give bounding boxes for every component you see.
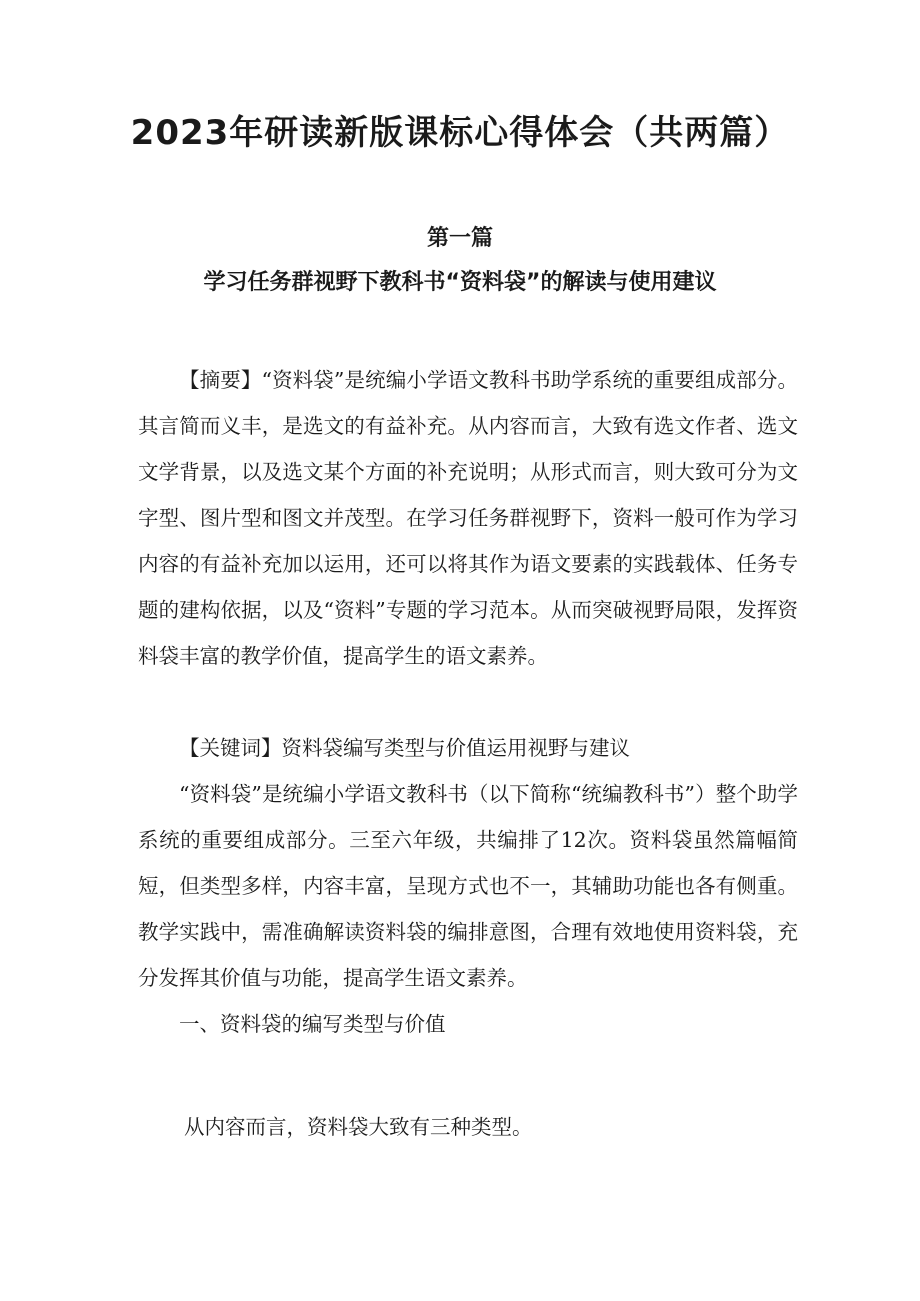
document-title: 2023年研读新版课标心得体会（共两篇） (130, 113, 790, 153)
chapter-heading: 第一篇 (426, 226, 493, 251)
abstract-paragraph: 【摘要】“资料袋”是统编小学语文教科书助学系统的重要组成部分。其言简而义丰，是选文的有益补充。从内容而言，大致有选文作者、选文文学背景，以及选文某个方面的补充说明；从形式而言，则大致可分为文字型、图片型和图文并茂型。在学习任务群视野下，资料一般可作为学习内容的有益补充加以运用，还可以将其作为语文要素的实践载体、任务专题的建构依据，以及“资料”专题的学习范本。从而突破视野局限，发挥资料袋丰富的教学价值，提高学生的语文素养。 (138, 368, 798, 668)
intro-paragraph: “资料袋”是统编小学语文教科书（以下简称“统编教科书”）整个助学系统的重要组成部分。三至六年级，共编排了12次。资料袋虽然篇幅简短，但类型多样，内容丰富，呈现方式也不一，其辅助功能也各有侧重。教学实践中，需准确解读资料袋的编排意图，合理有效地使用资料袋，充分发挥其价值与功能，提高学生语文素养。 (138, 782, 798, 990)
article-subtitle: 学习任务群视野下教科书“资料袋”的解读与使用建议 (203, 270, 717, 295)
keywords-paragraph: 【关键词】资料袋编写类型与价值运用视野与建议 (179, 736, 630, 760)
section-heading: 一、资料袋的编写类型与价值 (179, 1012, 446, 1036)
section-paragraph: 从内容而言，资料袋大致有三种类型。 (184, 1115, 533, 1139)
